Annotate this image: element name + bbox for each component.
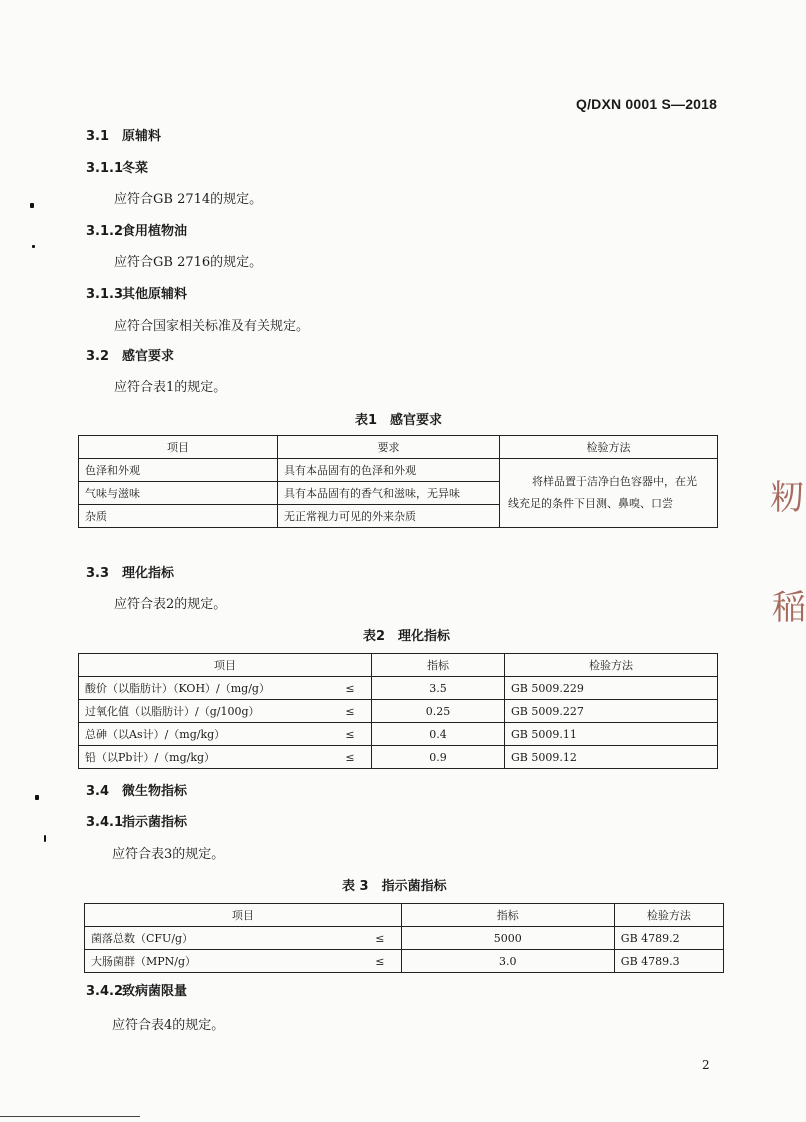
table-cell: 大肠菌群（MPN/g）	[85, 950, 359, 973]
scan-edge-line	[0, 1116, 140, 1117]
scan-speck	[44, 835, 46, 842]
section-text: 应符合国家相关标准及有关规定。	[114, 319, 310, 334]
section-heading: 3.1.3其他原辅料	[86, 287, 188, 302]
table-cell-op: ≤	[359, 927, 402, 950]
table-cell: 具有本品固有的香气和滋味，无异味	[278, 482, 500, 505]
section-heading: 3.4 微生物指标	[86, 784, 188, 799]
table-cell: GB 4789.2	[614, 927, 723, 950]
table-cell: 菌落总数（CFU/g）	[85, 927, 359, 950]
section-text: 应符合表3的规定。	[112, 847, 225, 862]
scan-speck	[35, 795, 39, 800]
table-header-cell: 检验方法	[614, 904, 723, 927]
table3	[84, 903, 724, 973]
table-cell: GB 5009.229	[505, 677, 718, 700]
section-text: 应符合表4的规定。	[112, 1018, 225, 1033]
table-cell: 3.5	[372, 677, 505, 700]
table-cell: 0.4	[372, 723, 505, 746]
standard-code: Q/DXN 0001 S—2018	[576, 96, 718, 112]
table-row	[79, 723, 718, 746]
table3-caption: 表 3 指示菌指标	[342, 879, 447, 894]
table-cell-op: ≤	[329, 700, 372, 723]
section-heading: 3.4.2致病菌限量	[86, 984, 188, 999]
section-text: 应符合表1的规定。	[114, 380, 227, 395]
section-text: 应符合GB 2716的规定。	[114, 255, 263, 270]
table-row	[79, 459, 718, 482]
table2	[78, 653, 718, 769]
table-header-row	[79, 654, 718, 677]
table-cell: GB 5009.12	[505, 746, 718, 769]
table-header-cell: 检验方法	[500, 436, 718, 459]
scan-speck	[32, 245, 35, 248]
table-cell-method: 将样品置于洁净白色容器中，在光 线充足的条件下目测、鼻嗅、口尝	[500, 459, 718, 528]
table-cell: 无正常视力可见的外来杂质	[278, 505, 500, 528]
table-row	[79, 700, 718, 723]
table-cell: 总砷（以As计）/（mg/kg）	[79, 723, 330, 746]
table-header-cell: 指标	[372, 654, 505, 677]
page-number: 2	[702, 1058, 710, 1072]
table1-caption: 表1 感官要求	[355, 413, 443, 428]
table-cell: 色泽和外观	[79, 459, 278, 482]
table-cell-op: ≤	[329, 746, 372, 769]
table-cell: 铅（以Pb计）/（mg/kg）	[79, 746, 330, 769]
table-cell-op: ≤	[359, 950, 402, 973]
table-row	[85, 950, 724, 973]
table-header-cell: 指标	[401, 904, 614, 927]
table-header-cell: 项目	[85, 904, 402, 927]
section-heading: 3.1.1冬菜	[86, 161, 149, 176]
section-heading: 3.2 感官要求	[86, 349, 175, 364]
table-cell: 3.0	[401, 950, 614, 973]
table-cell: GB 5009.227	[505, 700, 718, 723]
table-header-cell: 要求	[278, 436, 500, 459]
table-row	[79, 746, 718, 769]
seal-fragment: 籾	[770, 478, 804, 518]
table-cell: 0.25	[372, 700, 505, 723]
table2-caption: 表2 理化指标	[363, 629, 451, 644]
table-row	[85, 927, 724, 950]
table-cell: GB 5009.11	[505, 723, 718, 746]
section-text: 应符合GB 2714的规定。	[114, 192, 263, 207]
section-heading: 3.1.2食用植物油	[86, 224, 188, 239]
scan-speck	[30, 203, 34, 208]
table-cell: 具有本品固有的色泽和外观	[278, 459, 500, 482]
section-text: 应符合表2的规定。	[114, 597, 227, 612]
table-cell-op: ≤	[329, 723, 372, 746]
section-heading: 3.1 原辅料	[86, 129, 162, 144]
section-heading: 3.4.1指示菌指标	[86, 815, 188, 830]
table-cell-op: ≤	[329, 677, 372, 700]
table-cell: 杂质	[79, 505, 278, 528]
table-cell: 5000	[401, 927, 614, 950]
table-header-cell: 项目	[79, 654, 372, 677]
table-header-row	[85, 904, 724, 927]
seal-fragment: 稲	[772, 588, 806, 628]
table-cell: 0.9	[372, 746, 505, 769]
table-row	[79, 677, 718, 700]
table1	[78, 435, 718, 528]
table-header-cell: 检验方法	[505, 654, 718, 677]
table-cell: 气味与滋味	[79, 482, 278, 505]
table-header-row	[79, 436, 718, 459]
section-heading: 3.3 理化指标	[86, 566, 175, 581]
table-cell: 过氧化值（以脂肪计）/（g/100g）	[79, 700, 330, 723]
table-cell: GB 4789.3	[614, 950, 723, 973]
table-cell: 酸价（以脂肪计）（KOH）/（mg/g）	[79, 677, 330, 700]
table-header-cell: 项目	[79, 436, 278, 459]
